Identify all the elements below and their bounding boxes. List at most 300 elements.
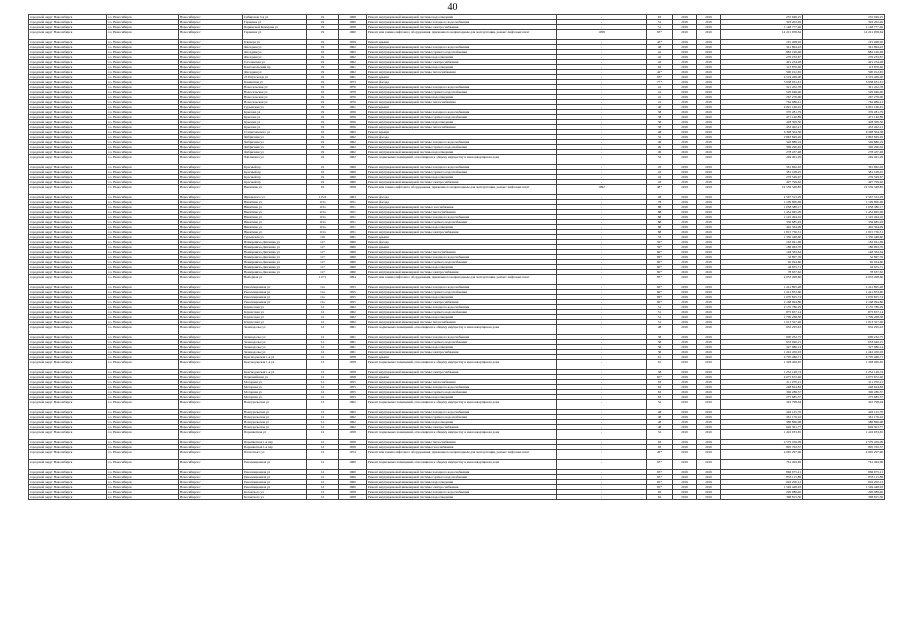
cell-wear-percent: 48 [647,415,673,420]
cell-end-year: 2019 [697,400,721,410]
cell-start-year: 2019 [673,100,697,105]
cell-cost-fund: 471 146,89 [803,115,885,120]
cell-build-year: 1958 [339,370,367,375]
cell-lift-year: - [557,70,647,75]
cell-work-type: Ремонт внутридомовой инженерной системы водоотведения [367,265,557,270]
cell-start-year: 2019 [673,225,697,230]
cell-start-year: 2019 [673,20,697,25]
cell-settlement: г.о. Новосибирск [107,260,179,265]
cell-work-type: Ремонт внутридомовой инженерной системы электроснабжения [367,60,557,65]
cell-city: Новосибирск г [179,130,243,135]
cell-wear-percent: 58 [647,120,673,125]
cell-end-year: 2019 [697,80,721,85]
cell-lift-year: - [557,170,647,175]
cell-municipality: городской округ Новосибирск [29,235,107,240]
cell-work-type: Ремонт внутридомовой инженерной системы горячего водоснабжения [367,220,557,225]
cell-work-type: Ремонт внутридомовой инженерной системы водоотведения [367,420,557,425]
cell-end-year: 2019 [697,125,721,130]
cell-lift-year: - [557,275,647,285]
cell-cost-total: 191 408,92 [721,40,803,45]
cell-end-year: 2019 [697,370,721,375]
cell-cost-fund: 44 655,71 [803,265,885,270]
cell-start-year: 2019 [673,105,697,110]
cell-city: Новосибирск г [179,305,243,310]
cell-work-type: Ремонт подвальных помещений, относящихся к общему имуществу в многоквартирном доме [367,360,557,370]
cell-municipality: городской округ Новосибирск [29,415,107,420]
cell-lift-year: - [557,110,647,115]
cell-cost-total: 633 040,15 [721,340,803,345]
cell-settlement: г.о. Новосибирск [107,200,179,205]
cell-cost-total: 600 232,75 [721,335,803,340]
cell-work-type: Ремонт внутридомовой инженерной системы теплоснабжения [367,70,557,75]
cell-street: Парижской Коммуны ул [243,25,307,30]
cell-city: Новосибирск г [179,440,243,445]
cell-street: Парашютная ул [243,430,307,440]
cell-street: Каунасская ул [243,310,307,315]
cell-build-year: 1994 [339,275,367,285]
cell-work-type: Ремонт или замена лифтового оборудования, признанного непригодным для эксплуатации, ремонт лифтовых шахт [367,185,557,195]
cell-start-year: 2019 [673,310,697,315]
cell-municipality: городской округ Новосибирск [29,380,107,385]
cell-municipality: городской округ Новосибирск [29,150,107,155]
cell-city: Новосибирск г [179,335,243,340]
cell-cost-fund: 540 886,19 [803,140,885,145]
cell-municipality: городской округ Новосибирск [29,480,107,485]
cell-cost-fund: 3 938 931,61 [803,80,885,85]
cell-end-year: 2019 [697,490,721,495]
cell-build-year: 1955 [339,300,367,305]
cell-cost-total: 4 033 498,66 [721,275,803,285]
cell-municipality: городской округ Новосибирск [29,250,107,255]
cell-municipality: городской округ Новосибирск [29,185,107,195]
cell-house-number: 12 [307,460,339,470]
cell-house-number: 12 [307,325,339,335]
cell-street: Моторная ул [243,385,307,390]
cell-start-year: 2019 [673,255,697,260]
table-row [29,495,885,500]
cell-city: Новосибирск г [179,85,243,90]
cell-city: Новосибирск г [179,115,243,120]
cell-work-type: Ремонт фасада [367,195,557,200]
cell-settlement: г.о. Новосибирск [107,180,179,185]
cell-wear-percent: 62 [647,490,673,495]
cell-build-year: 1960 [339,485,367,490]
cell-street: Гурьевская ул [243,105,307,110]
cell-cost-total: 866 975,21 [721,470,803,475]
cell-start-year: 2019 [673,170,697,175]
cell-house-number: 12 [307,490,339,495]
cell-lift-year: - [557,25,647,30]
cell-lift-year: - [557,425,647,430]
cell-start-year: 2019 [673,290,697,295]
cell-lift-year: - [557,255,647,260]
cell-street: Зеленодолье ул [243,350,307,355]
cell-build-year: 1951 [339,225,367,230]
cell-municipality: городской округ Новосибирск [29,15,107,20]
cell-municipality: городской округ Новосибирск [29,60,107,65]
cell-start-year: 2019 [673,140,697,145]
cell-cost-total: 381 108,45 [721,170,803,175]
cell-end-year: 2019 [697,390,721,395]
cell-end-year: 2019 [697,410,721,415]
cell-cost-fund: 267 276,00 [803,95,885,100]
cell-end-year: 2019 [697,480,721,485]
cell-city: Новосибирск г [179,235,243,240]
cell-start-year: 2019 [673,65,697,70]
cell-build-year: 1958 [339,445,367,450]
cell-cost-total: 321 452,78 [721,85,803,90]
cell-end-year: 2019 [697,15,721,20]
cell-start-year: 2019 [673,90,697,95]
cell-settlement: г.о. Новосибирск [107,430,179,440]
cell-wear-percent: 51 [647,305,673,310]
cell-house-number: 19 [307,95,339,100]
cell-start-year: 2019 [673,315,697,320]
cell-end-year: 2019 [697,120,721,125]
cell-house-number: 12 [307,450,339,460]
cell-start-year: 2019 [673,385,697,390]
table-row [29,155,885,165]
cell-cost-fund: 1 070 825,74 [803,295,885,300]
cell-lift-year: - [557,55,647,60]
cell-settlement: г.о. Новосибирск [107,100,179,105]
cell-start-year: 2019 [673,45,697,50]
cell-street: Никитина ул [243,215,307,220]
cell-municipality: городской округ Новосибирск [29,115,107,120]
cell-cost-fund: 433 402,21 [803,125,885,130]
cell-build-year: 1968 [339,15,367,20]
cell-lift-year: - [557,165,647,170]
cell-wear-percent: 48 [647,195,673,200]
cell-work-type: Ремонт внутридомовой инженерной системы горячего водоснабжения [367,390,557,395]
cell-cost-fund: 1 452 665,09 [803,210,885,215]
cell-end-year: 2019 [697,45,721,50]
cell-wear-percent: 42 [647,50,673,55]
cell-work-type: Ремонт внутридомовой инженерной системы горячего водоснабжения [367,170,557,175]
cell-lift-year: - [557,355,647,360]
cell-municipality: городской округ Новосибирск [29,135,107,140]
cell-settlement: г.о. Новосибирск [107,355,179,360]
cell-street: Комсомольский пр [243,65,307,70]
cell-cost-total: 932 295,43 [721,325,803,335]
cell-work-type: Ремонт внутридомовой инженерной системы электроснабжения [367,230,557,235]
cell-house-number: 115а [307,230,339,235]
table-row [29,360,885,370]
cell-house-number: 115а [307,225,339,230]
cell-cost-total: 276 233,67 [721,55,803,60]
cell-wear-percent: 52 [647,400,673,410]
cell-house-number: 12 [307,335,339,340]
cell-city: Новосибирск г [179,490,243,495]
cell-wear-percent: 52 [647,155,673,165]
cell-cost-total: 306 286,57 [721,390,803,395]
cell-settlement: г.о. Новосибирск [107,450,179,460]
cell-lift-year: - [557,175,647,180]
cell-build-year: 1955 [339,290,367,295]
cell-start-year: 2019 [673,55,697,60]
cell-lift-year: - [557,305,647,310]
cell-wear-percent: 51 [647,315,673,320]
cell-city: Новосибирск г [179,150,243,155]
cell-city: Новосибирск г [179,380,243,385]
cell-wear-percent: 52 [647,135,673,140]
cell-settlement: г.о. Новосибирск [107,210,179,215]
cell-house-number: 19 [307,40,339,45]
cell-start-year: 2019 [673,320,697,325]
cell-cost-total: 65 024,60 [721,260,803,265]
cell-wear-percent: 43 [647,175,673,180]
cell-work-type: Ремонт внутридомовой инженерной системы холодного водоснабжения [367,410,557,415]
cell-wear-percent: 43 [647,170,673,175]
cell-municipality: городской округ Новосибирск [29,165,107,170]
cell-cost-fund: 895 702,37 [803,445,885,450]
cell-wear-percent: 88 [647,220,673,225]
cell-cost-total: 4 519 469,00 [721,75,803,80]
cell-cost-fund: 275 685,37 [803,395,885,400]
cell-house-number: 19 [307,165,339,170]
cell-settlement: г.о. Новосибирск [107,375,179,380]
cell-settlement: г.о. Новосибирск [107,235,179,240]
cell-city: Новосибирск г [179,15,243,20]
cell-cost-fund: 6 398 304,58 [803,130,885,135]
cell-city: Новосибирск г [179,175,243,180]
cell-end-year: 2019 [697,235,721,240]
cell-build-year: 1961 [339,325,367,335]
cell-municipality: городской округ Новосибирск [29,485,107,490]
cell-work-type: Ремонт крыши [367,40,557,45]
cell-wear-percent: 43 [647,165,673,170]
cell-municipality: городской округ Новосибирск [29,105,107,110]
cell-city: Новосибирск г [179,205,243,210]
cell-settlement: г.о. Новосибирск [107,460,179,470]
cell-municipality: городской округ Новосибирск [29,305,107,310]
cell-start-year: 2019 [673,125,697,130]
cell-build-year: 1958 [339,490,367,495]
cell-settlement: г.о. Новосибирск [107,480,179,485]
cell-city: Новосибирск г [179,475,243,480]
cell-work-type: Ремонт внутридомовой инженерной системы водоотведения [367,55,557,60]
cell-street: Зеленодолье ул [243,325,307,335]
cell-house-number: 19 [307,50,339,55]
cell-work-type: Ремонт внутридомовой инженерной системы холодного водоснабжения [367,45,557,50]
cell-build-year: 1958 [339,375,367,380]
cell-lift-year: - [557,470,647,475]
table-row [29,400,885,410]
cell-wear-percent: 58 [647,115,673,120]
cell-city: Новосибирск г [179,60,243,65]
cell-lift-year: - [557,285,647,290]
cell-house-number: 19 [307,85,339,90]
cell-wear-percent: 78 [647,200,673,205]
cell-municipality: городской округ Новосибирск [29,205,107,210]
cell-cost-total: 590 012,65 [721,70,803,75]
cell-municipality: городской округ Новосибирск [29,270,107,275]
cell-street: Немировича-Данченко ул [243,260,307,265]
cell-end-year: 2019 [697,325,721,335]
cell-work-type: Ремонт внутридомовой инженерной системы газоснабжения [367,205,557,210]
cell-wear-percent: 63 [647,390,673,395]
cell-municipality: городской округ Новосибирск [29,345,107,350]
cell-end-year: 2019 [697,75,721,80]
cell-municipality: городской округ Новосибирск [29,460,107,470]
cell-work-type: Ремонт внутридомовой инженерной системы водоотведения [367,175,557,180]
cell-house-number: 19 [307,60,339,65]
cell-municipality: городской округ Новосибирск [29,475,107,480]
cell-street: Новоуральская ул [243,420,307,425]
cell-lift-year: - [557,300,647,305]
cell-street: Чаплыгина ул [243,155,307,165]
cell-settlement: г.о. Новосибирск [107,370,179,375]
cell-municipality: городской округ Новосибирск [29,355,107,360]
cell-work-type: Ремонт внутридомовой инженерной системы водоотведения [367,345,557,350]
cell-build-year: 1970 [339,85,367,90]
cell-wear-percent: 60* [647,260,673,265]
cell-work-type: Ремонт внутридомовой инженерной системы холодного водоснабжения [367,335,557,340]
cell-cost-fund: 398 815,30 [803,495,885,500]
cell-settlement: г.о. Новосибирск [107,195,179,200]
cell-house-number: 19 [307,120,339,125]
cell-cost-total: 290 089,40 [721,490,803,495]
cell-house-number: 12 [307,345,339,350]
cell-settlement: г.о. Новосибирск [107,45,179,50]
cell-settlement: г.о. Новосибирск [107,385,179,390]
cell-municipality: городской округ Новосибирск [29,445,107,450]
cell-house-number: 19 [307,110,339,115]
cell-cost-fund: 1 109 800,69 [803,200,885,205]
cell-start-year: 2019 [673,425,697,430]
cell-end-year: 2019 [697,165,721,170]
cell-work-type: Ремонт внутридомовой инженерной системы водоотведения [367,120,557,125]
cell-settlement: г.о. Новосибирск [107,445,179,450]
cell-city: Новосибирск г [179,370,243,375]
cell-settlement: г.о. Новосибирск [107,170,179,175]
cell-lift-year: - [557,100,647,105]
cell-lift-year: - [557,220,647,225]
cell-build-year: 1961 [339,340,367,345]
cell-city: Новосибирск г [179,185,243,195]
cell-street: Немировича-Данченко ул [243,240,307,245]
cell-end-year: 2019 [697,135,721,140]
cell-street: Никитина ул [243,200,307,205]
cell-cost-fund: 1 145 494,10 [803,215,885,220]
cell-city: Новосибирск г [179,345,243,350]
cell-build-year: 1960 [339,30,367,40]
cell-municipality: городской округ Новосибирск [29,430,107,440]
cell-settlement: г.о. Новосибирск [107,20,179,25]
cell-build-year: 1962 [339,310,367,315]
cell-lift-year: - [557,475,647,480]
cell-street: Революционная ул [243,460,307,470]
cell-house-number: 117 [307,245,339,250]
cell-end-year: 2019 [697,375,721,380]
cell-municipality: городской округ Новосибирск [29,440,107,445]
cell-street: Крылова ул [243,115,307,120]
cell-settlement: г.о. Новосибирск [107,30,179,40]
cell-municipality: городской округ Новосибирск [29,420,107,425]
cell-work-type: Ремонт внутридомовой инженерной системы электроснабжения [367,180,557,185]
cell-lift-year: - [557,340,647,345]
cell-lift-year: - [557,250,647,255]
cell-street: Новоуральская ул [243,400,307,410]
cell-build-year: 1960 [339,260,367,265]
cell-cost-total: 4 065 297,96 [721,450,803,460]
cell-cost-fund: 306 296,02 [803,145,885,150]
cell-wear-percent: 58 [647,350,673,355]
cell-city: Новосибирск г [179,295,243,300]
cell-settlement: г.о. Новосибирск [107,205,179,210]
cell-street: Плахотного ул [243,450,307,460]
cell-wear-percent: 62 [647,495,673,500]
cell-municipality: городской округ Новосибирск [29,340,107,345]
cell-lift-year: - [557,150,647,155]
cell-work-type: Ремонт внутридомовой инженерной системы горячего водоснабжения [367,260,557,265]
cell-build-year: 1962 [339,150,367,155]
cell-lift-year: - [557,490,647,495]
cell-cost-total: 1 328 406,65 [721,360,803,370]
cell-cost-total: 1 070 825,74 [721,295,803,300]
cell-house-number: 19 [307,15,339,20]
cell-wear-percent: 41 [647,85,673,90]
cell-work-type: Ремонт крыши [367,245,557,250]
cell-cost-fund: 1 416 933,65 [803,430,885,440]
cell-settlement: г.о. Новосибирск [107,110,179,115]
cell-build-year: 1958 [339,25,367,30]
cell-settlement: г.о. Новосибирск [107,155,179,165]
cell-cost-total: 520 946,00 [721,90,803,95]
cell-end-year: 2019 [697,55,721,60]
cell-city: Новосибирск г [179,45,243,50]
cell-city: Новосибирск г [179,165,243,170]
cell-street: Красный пр [243,170,307,175]
cell-cost-fund: 1 241 853,60 [803,290,885,295]
cell-cost-fund: 306 286,57 [803,390,885,395]
cell-municipality: городской округ Новосибирск [29,425,107,430]
cell-municipality: городской округ Новосибирск [29,450,107,460]
cell-end-year: 2019 [697,415,721,420]
cell-end-year: 2019 [697,340,721,345]
table-body [29,15,885,500]
cell-wear-percent: 63 [647,445,673,450]
cell-build-year: 1962 [339,155,367,165]
cell-work-type: Ремонт внутридомовой инженерной системы горячего водоснабжения [367,145,557,150]
cell-work-type: Ремонт внутридомовой инженерной системы водоотведения [367,65,557,70]
cell-wear-percent: 63 [647,15,673,20]
cell-work-type: Ремонт внутридомовой инженерной системы холодного водоснабжения [367,215,557,220]
cell-start-year: 2019 [673,400,697,410]
cell-cost-total: 275 685,37 [721,395,803,400]
cell-end-year: 2019 [697,445,721,450]
cell-cost-total: 895 702,37 [721,445,803,450]
cell-lift-year: - [557,135,647,140]
cell-cost-total: 398 815,30 [721,495,803,500]
cell-cost-total: 393 202,49 [721,20,803,25]
cell-cost-total: 162 941,69 [721,240,803,245]
cell-street: Новосельская ул [243,100,307,105]
cell-municipality: городской округ Новосибирск [29,175,107,180]
cell-house-number: 19 [307,45,339,50]
cell-cost-fund: 1 328 406,65 [803,360,885,370]
cell-municipality: городской округ Новосибирск [29,40,107,45]
cell-wear-percent: 60* [647,250,673,255]
cell-municipality: городской округ Новосибирск [29,130,107,135]
cell-build-year: 1960 [339,270,367,275]
cell-build-year: 1961 [339,65,367,70]
cell-cost-total: 428 309,50 [721,120,803,125]
cell-settlement: г.о. Новосибирск [107,255,179,260]
cell-wear-percent: 63 [647,385,673,390]
cell-end-year: 2019 [697,70,721,75]
cell-start-year: 2019 [673,145,697,150]
